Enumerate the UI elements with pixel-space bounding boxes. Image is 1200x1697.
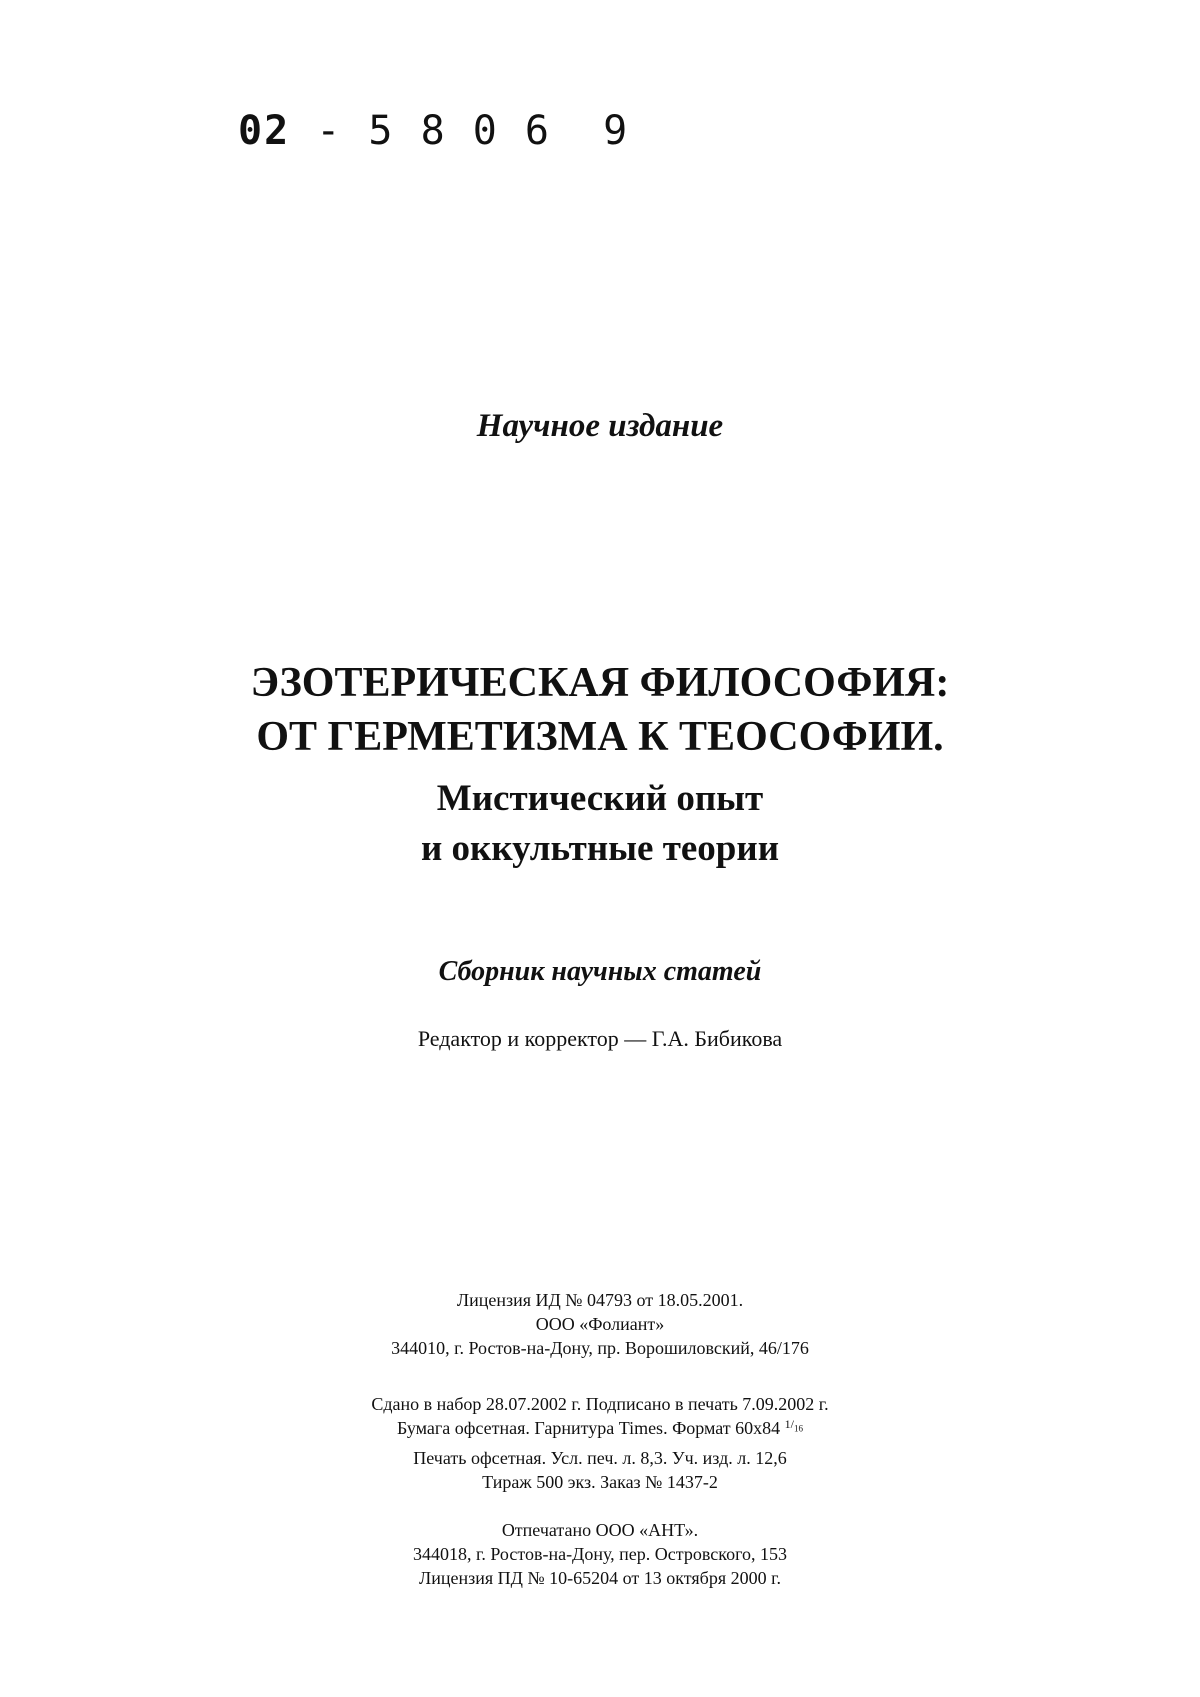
print-paper-format <box>0 1416 1200 1446</box>
book-subtitle <box>0 774 1200 874</box>
book-subtitle-line-2: и оккультные теории <box>420 828 780 869</box>
publisher-name: ООО «Фолиант» <box>535 1314 665 1334</box>
book-title-line-1: ЭЗОТЕРИЧЕСКАЯ ФИЛОСОФИЯ: <box>250 660 950 706</box>
catalog-stamp <box>238 108 629 154</box>
print-run-order: Тираж 500 экз. Заказ № 1437-2 <box>482 1472 718 1493</box>
print-dates: Сдано в набор 28.07.2002 г. Подписано в печать 7.09.2002 г. <box>371 1394 829 1414</box>
book-subtitle-line-1: Мистический опыт <box>436 778 764 819</box>
book-title-line-2: ОТ ГЕРМЕТИЗМА К ТЕОСОФИИ. <box>256 714 944 760</box>
publisher-license: Лицензия ИД № 04793 от 18.05.2001. <box>456 1290 744 1310</box>
editor-line: Редактор и корректор — Г.А. Бибикова <box>417 1026 783 1051</box>
book-title <box>0 656 1200 764</box>
format-fraction-denominator: 16 <box>794 1423 804 1434</box>
publisher-block <box>0 1288 1200 1360</box>
format-fraction-numerator: 1 <box>784 1417 791 1431</box>
printer-license: Лицензия ПД № 10-65204 от 13 октября 2000 г. <box>419 1568 781 1588</box>
publisher-address: 344010, г. Ростов-на-Дону, пр. Ворошиловский, 46/176 <box>391 1338 809 1358</box>
collection-type: Сборник научных статей <box>438 956 762 987</box>
format-fraction: 1/16 <box>784 1417 804 1434</box>
catalog-stamp-prefix: 02 <box>238 108 291 154</box>
edition-type: Научное издание <box>476 408 724 444</box>
printer-address: 344018, г. Ростов-на-Дону, пер. Островского, 153 <box>412 1544 788 1564</box>
catalog-stamp-number: - 5 8 0 6 9 <box>290 108 630 154</box>
print-paper-format-text: Бумага офсетная. Гарнитура Times. Формат 60x84 <box>396 1418 785 1438</box>
print-sheets: Печать офсетная. Усл. печ. л. 8,3. Уч. изд. л. 12,6 <box>413 1448 787 1469</box>
printer-name: Отпечатано ООО «АНТ». <box>501 1520 699 1540</box>
print-details-block <box>0 1392 1200 1494</box>
printer-block <box>0 1518 1200 1590</box>
